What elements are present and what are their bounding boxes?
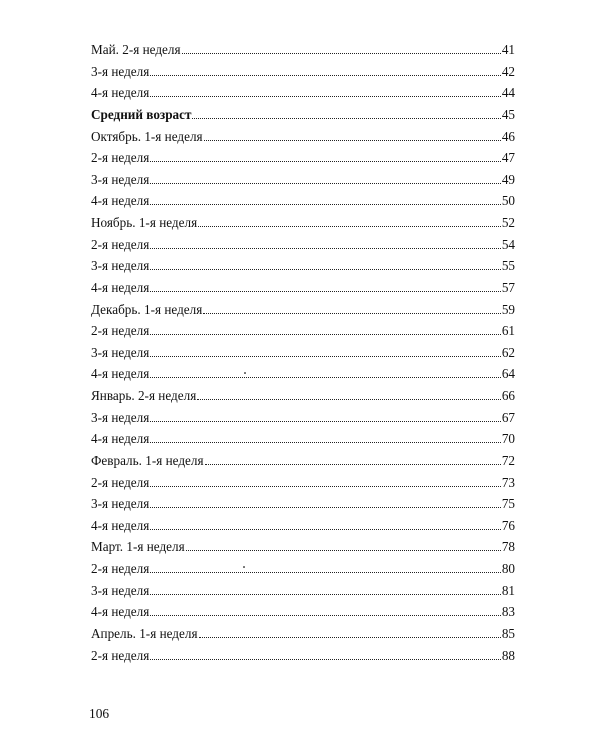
toc-entry [91, 367, 515, 389]
toc-entry [91, 540, 515, 562]
dot-leader [150, 204, 501, 205]
toc-entry [91, 216, 515, 238]
toc-entry-label: 2-я неделя [91, 323, 150, 339]
toc-entry [91, 519, 515, 541]
toc-section-heading [91, 108, 515, 130]
dot-leader [205, 464, 501, 465]
toc-entry-label: 2-я неделя [91, 474, 150, 490]
toc-entry-page: 61 [501, 323, 515, 339]
toc-entry-page: 47 [501, 150, 515, 166]
toc-entry-page: 41 [501, 42, 515, 57]
toc-entry-page: 57 [501, 279, 515, 295]
toc-entry [91, 432, 515, 454]
toc-entry-page: 66 [501, 388, 515, 403]
toc-entry-label: Октябрь. 1-я неделя [91, 128, 203, 144]
toc-entry-page: 78 [501, 539, 515, 555]
table-of-contents [91, 43, 515, 670]
toc-entry [91, 605, 515, 627]
dot-leader [150, 594, 501, 595]
toc-entry-page: 52 [501, 215, 515, 230]
toc-entry [91, 476, 515, 498]
dot-leader [150, 269, 501, 270]
page-number: 106 [89, 706, 110, 721]
dot-leader [150, 615, 501, 616]
toc-entry-page: 45 [501, 106, 515, 122]
toc-entry-label: Март. 1-я неделя [91, 539, 185, 555]
toc-entry-label: 2-я неделя [91, 150, 150, 166]
toc-entry-label: Декабрь. 1-я неделя [91, 301, 203, 317]
toc-entry [91, 627, 515, 649]
toc-entry-page: 50 [501, 193, 515, 209]
toc-entry-page: 73 [501, 474, 515, 490]
dot-leader [198, 226, 501, 227]
toc-entry-label: Май. 2-я неделя [91, 42, 181, 57]
dot-leader [150, 486, 501, 487]
toc-entry-page: 67 [501, 409, 515, 425]
toc-entry-page: 46 [501, 128, 515, 144]
dot-leader [199, 637, 501, 638]
toc-entry-page: 88 [501, 647, 515, 663]
toc-entry-page: 54 [501, 236, 515, 252]
dot-leader [150, 96, 501, 97]
toc-entry-page: 80 [501, 561, 515, 576]
toc-entry [91, 324, 515, 346]
dot-leader [150, 291, 501, 292]
toc-entry [91, 346, 515, 368]
toc-entry [91, 194, 515, 216]
toc-entry [91, 259, 515, 281]
toc-entry-page: 55 [501, 258, 515, 274]
toc-entry [91, 389, 515, 411]
toc-entry-page: 59 [501, 301, 515, 317]
dot-leader [197, 399, 501, 400]
dot-leader [150, 507, 501, 508]
toc-entry [91, 454, 515, 476]
scan-speck [244, 372, 246, 374]
dot-leader [150, 421, 501, 422]
dot-leader [150, 75, 501, 76]
toc-entry-label: 3-я неделя [91, 582, 150, 598]
dot-leader [186, 550, 501, 551]
dot-leader [150, 356, 501, 357]
toc-entry-label: Ноябрь. 1-я неделя [91, 215, 198, 230]
toc-entry-label: Февраль. 1-я неделя [91, 452, 204, 468]
toc-entry-page: 44 [501, 85, 515, 101]
toc-entry [91, 173, 515, 195]
dot-leader [150, 248, 501, 249]
toc-entry [91, 238, 515, 260]
scan-speck [243, 566, 245, 568]
toc-entry [91, 303, 515, 325]
toc-entry-page: 42 [501, 63, 515, 79]
toc-entry-label: 3-я неделя [91, 496, 150, 512]
toc-entry-label: 4-я неделя [91, 85, 150, 101]
toc-entry-label: 4-я неделя [91, 279, 150, 295]
toc-entry-label: 3-я неделя [91, 63, 150, 79]
toc-entry [91, 130, 515, 152]
dot-leader [150, 572, 501, 573]
toc-entry-label: 4-я неделя [91, 193, 150, 209]
toc-entry [91, 281, 515, 303]
dot-leader [150, 442, 501, 443]
toc-entry-label: 4-я неделя [91, 604, 150, 620]
toc-entry-page: 70 [501, 431, 515, 447]
dot-leader [150, 334, 501, 335]
dot-leader [203, 313, 501, 314]
toc-entry-label: Средний возраст [91, 106, 192, 122]
toc-entry-page: 62 [501, 344, 515, 360]
toc-entry-label: 4-я неделя [91, 431, 150, 447]
toc-entry-label: 4-я неделя [91, 517, 150, 533]
dot-leader [150, 183, 501, 184]
toc-entry-label: 3-я неделя [91, 344, 150, 360]
toc-entry [91, 584, 515, 606]
dot-leader [192, 118, 500, 119]
toc-entry-label: Январь. 2-я неделя [91, 388, 197, 403]
dot-leader [204, 140, 501, 141]
dot-leader [150, 659, 501, 660]
toc-entry-page: 76 [501, 517, 515, 533]
toc-entry-label: 2-я неделя [91, 647, 150, 663]
toc-entry [91, 649, 515, 671]
toc-entry [91, 43, 515, 65]
dot-leader [150, 529, 501, 530]
toc-entry-label: 2-я неделя [91, 236, 150, 252]
toc-entry-label: Апрель. 1-я неделя [91, 625, 198, 641]
toc-entry [91, 65, 515, 87]
toc-entry-label: 3-я неделя [91, 409, 150, 425]
toc-entry-page: 75 [501, 496, 515, 512]
toc-entry-page: 64 [501, 366, 515, 382]
toc-entry-label: 2-я неделя [91, 561, 150, 576]
toc-entry-page: 83 [501, 604, 515, 620]
toc-entry-page: 85 [501, 625, 515, 641]
dot-leader [150, 377, 501, 378]
toc-entry [91, 497, 515, 519]
toc-entry [91, 151, 515, 173]
toc-entry [91, 411, 515, 433]
dot-leader [150, 161, 501, 162]
toc-entry-page: 72 [501, 452, 515, 468]
toc-entry [91, 86, 515, 108]
toc-entry-page: 81 [501, 582, 515, 598]
toc-entry-label: 3-я неделя [91, 258, 150, 274]
toc-entry-label: 4-я неделя [91, 366, 150, 382]
toc-entry-page: 49 [501, 171, 515, 187]
toc-entry [91, 562, 515, 584]
dot-leader [182, 53, 501, 54]
toc-entry-label: 3-я неделя [91, 171, 150, 187]
